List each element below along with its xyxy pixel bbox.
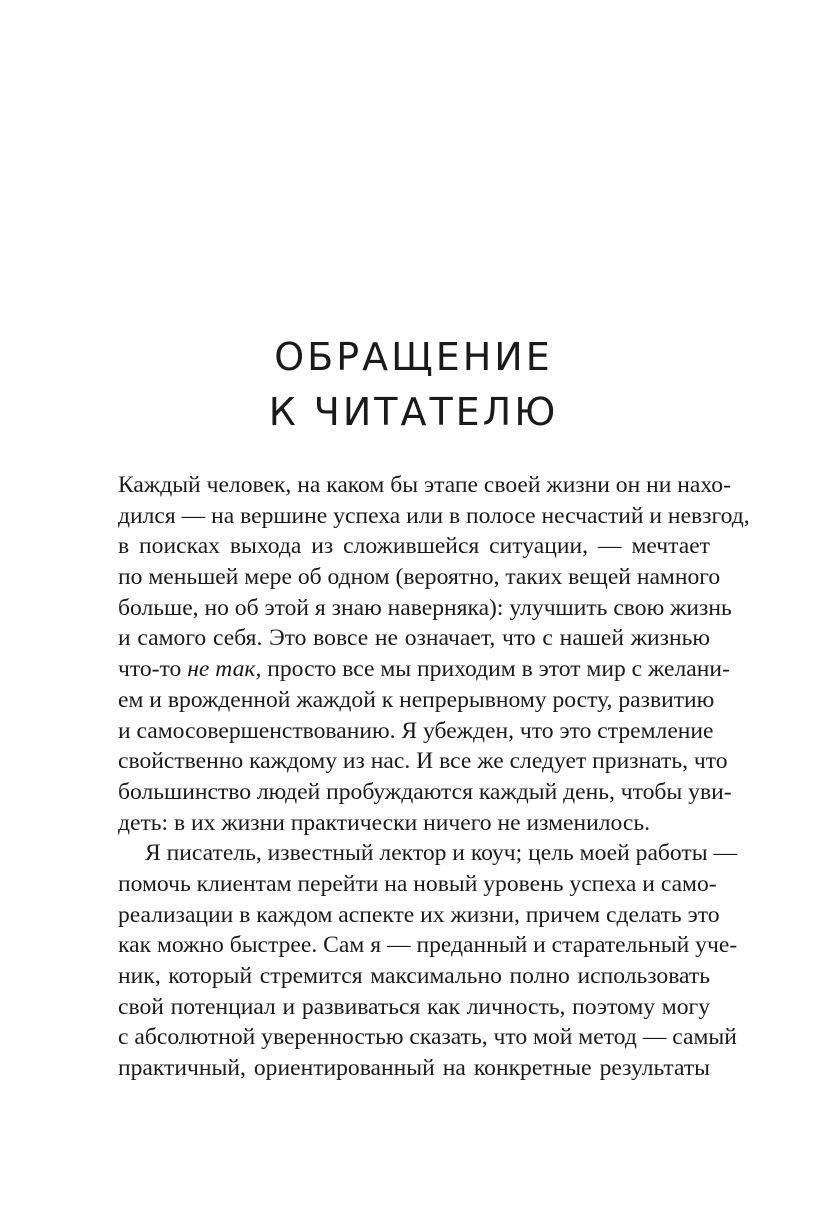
text-line: ник, который стремится максимально полно использовать: [118, 963, 710, 989]
text-line: с абсолютной уверенностью сказать, что мой метод — самый: [118, 1024, 737, 1051]
text-line: свойственно каждому из нас. И все же следует признать, что: [118, 748, 728, 775]
text-segment: что-то: [118, 656, 188, 683]
heading-line-2: К ЧИТАТЕЛЮ: [268, 390, 559, 435]
text-line: большинство людей пробуждаются каждый день, чтобы уви-: [118, 778, 732, 805]
text-line: практичный, ориентированный на конкретные результаты: [118, 1055, 710, 1082]
text-line: Каждый человек, на каком бы этапе своей жизни он ни нахо-: [118, 472, 731, 498]
text-segment: просто все мы приходим в этот мир с желани-: [261, 656, 730, 683]
text-line: и самосовершенствованию. Я убежден, что это стремление: [118, 717, 714, 744]
body-text: [118, 470, 750, 1084]
text-line: деть: в их жизни практически ничего не изменилось.: [118, 809, 651, 836]
text-line: Я писатель, известный лектор и коуч; цель моей работы —: [145, 840, 738, 867]
text-line: помочь клиентам перейти на новый уровень успеха и само-: [118, 870, 717, 897]
text-line: ем и врожденной жаждой к непрерывному росту, развитию: [118, 686, 715, 713]
text-line: и самого себя. Это вовсе не означает, что с нашей жизнью: [118, 625, 710, 652]
heading-line-1: ОБРАЩЕНИЕ: [274, 335, 553, 380]
text-line: реализации в каждом аспекте их жизни, причем сделать это: [118, 901, 720, 928]
text-line: больше, но об этой я знаю наверняка): улучшить свою жизнь: [118, 594, 732, 621]
text-line: [118, 654, 730, 685]
text-line: в поисках выхода из сложившейся ситуации, — мечтает: [118, 533, 710, 560]
text-line: дился — на вершине успеха или в полосе несчастий и невзгод,: [118, 502, 750, 529]
chapter-heading: [0, 330, 827, 440]
text-line: по меньшей мере об одном (вероятно, таких вещей намного: [118, 564, 721, 591]
text-line: свой потенциал и развиваться как личность, поэтому могу: [118, 993, 710, 1020]
italic-emphasis: не так,: [187, 656, 262, 683]
text-line: как можно быстрее. Сам я — преданный и старательный уче-: [118, 932, 738, 959]
